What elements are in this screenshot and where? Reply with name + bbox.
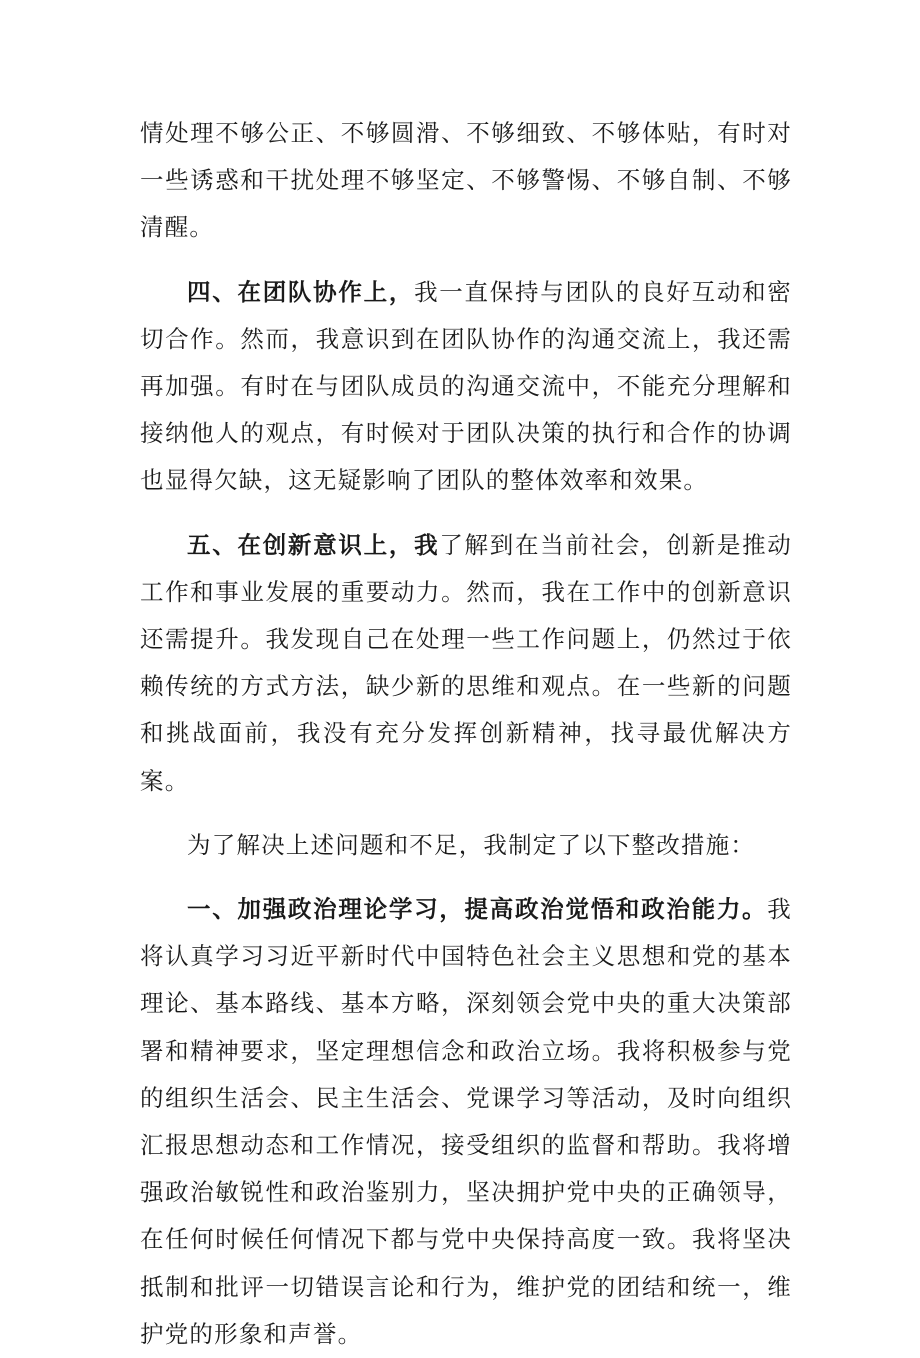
paragraph-measure-one — [140, 886, 792, 1358]
paragraph-rectification-intro — [140, 822, 792, 869]
paragraph-team-collaboration — [140, 269, 792, 505]
paragraph-continuation — [140, 110, 792, 252]
measure-heading-one: 一、加强政治理论学习，提高政治觉悟和政治能力。 — [187, 895, 768, 924]
paragraph-text: 情处理不够公正、不够圆滑、不够细致、不够体贴，有时对一些诱惑和干扰处理不够坚定、不够警惕、不够自制、不够清醒。 — [140, 119, 792, 242]
paragraph-text: 我将认真学习习近平新时代中国特色社会主义思想和党的基本理论、基本路线、基本方略，深刻领会党中央的重大决策部署和精神要求，坚定理想信念和政治立场。我将积极参与党的组织生活会、民主生活会、党课学习等活动，及时向组织汇报思想动态和工作情况，接受组织的监督和帮助。我将增强政治敏锐性和政治鉴别力，坚决拥护党中央的正确领导，在任何时候任何情况下都与党中央保持高度一致。我将坚决抵制和批评一切错误言论和行为，维护党的团结和统一，维护党的形象和声誉。 — [140, 895, 792, 1348]
section-heading-four: 四、在团队协作上， — [187, 277, 415, 306]
paragraph-innovation-awareness — [140, 522, 792, 805]
section-heading-five: 五、在创新意识上，我 — [187, 530, 440, 559]
paragraph-text: 我一直保持与团队的良好互动和密切合作。然而，我意识到在团队协作的沟通交流上，我还需再加强。有时在与团队成员的沟通交流中，不能充分理解和接纳他人的观点，有时候对于团队决策的执行和合作的协调也显得欠缺，这无疑影响了团队的整体效率和效果。 — [140, 277, 792, 495]
document-body — [140, 110, 792, 1358]
paragraph-text: 了解到在当前社会，创新是推动工作和事业发展的重要动力。然而，我在工作中的创新意识还需提升。我发现自己在处理一些工作问题上，仍然过于依赖传统的方式方法，缺少新的思维和观点。在一些新的问题和挑战面前，我没有充分发挥创新精神，找寻最优解决方案。 — [140, 530, 793, 795]
paragraph-text: 为了解决上述问题和不足，我制定了以下整改措施： — [187, 830, 756, 859]
